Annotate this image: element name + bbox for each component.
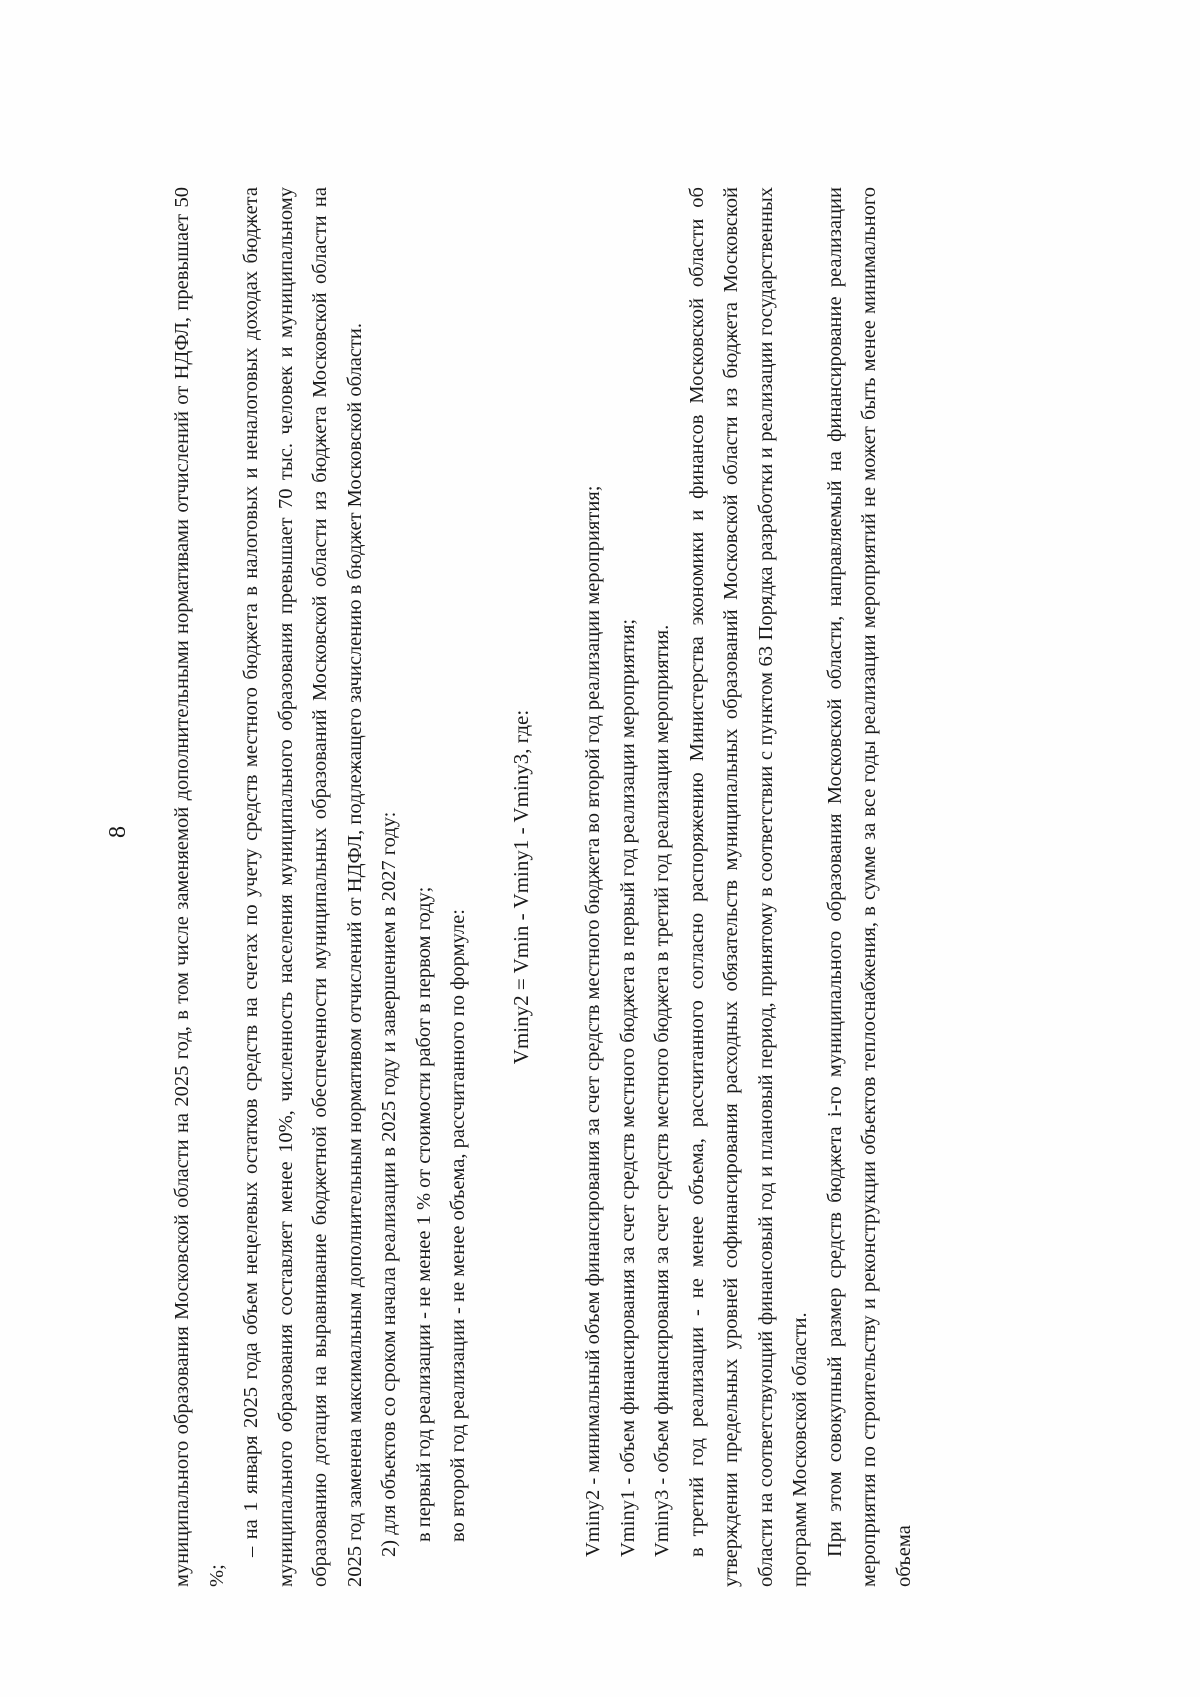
paragraph-total-size: При этом совокупный размер средств бюджета i-го муниципального образования Московской области, направляемый на финансирование реализации мероприятия по строительству и реконструкции объектов теплоснабжения, в сумме за все годы реализации мероприятий не может быть менее минимального объема	[823, 187, 915, 1587]
paragraph-item-2: 2) для объектов со сроком начала реализации в 2025 году и завершением в 2027 году:	[378, 811, 400, 1557]
paragraph-continuation: муниципального образования Московской области на 2025 год, в том числе заменяемой дополнительными нормативами отчислений от НДФЛ, превышает 50 %;	[171, 187, 228, 1587]
paragraph-def-vminy2: Vminy2 - минимальный объем финансирования за счет средств местного бюджета во второй год реализации мероприятия;	[582, 485, 604, 1557]
paragraph-second-year: во второй год реализации - не менее объема, рассчитанного по формуле:	[447, 909, 469, 1542]
paragraph-third-year: в третий год реализации - не менее объема, рассчитанного согласно распоряжению Министерства экономики и финансов Московской области об утверждении предельных уровней софинансирования расходных обязательств муниципальных образований Московской области из бюджета Московской области на соответствующий финансовый год и плановый период, принятому в соответствии с пунктом 63 Порядка разработки и реализации государственных программ Московской области.	[685, 187, 811, 1587]
paragraph-condition: – на 1 января 2025 года объем нецелевых остатков средств на счетах по учету средств местного бюджета в налоговых и неналоговых доходах бюджета муниципального образования составляет менее 10%, численность населения муниципального образования превышает 70 тыс. человек и муниципальному образованию дотация на выравнивание бюджетной обеспеченности муниципальных образований Московской области из бюджета Московской области на 2025 год заменена максимальным дополнительным нормативом отчислений от НДФЛ, подлежащего зачислению в бюджет Московской области.	[240, 187, 366, 1587]
page-number: 8	[105, 826, 131, 838]
document-body	[165, 187, 921, 1587]
rotated-page-content	[20, 7, 920, 1697]
paragraph-def-vminy3: Vminy3 - объем финансирования за счет средств местного бюджета в третий год реализации мероприятия.	[651, 624, 673, 1557]
formula: Vminy2 = Vmin - Vminy1 - Vminy3, где:	[508, 709, 533, 1065]
paragraph-def-vminy1: Vminy1 - объем финансирования за счет средств местного бюджета в первый год реализации мероприятия;	[616, 618, 639, 1557]
paragraph-first-year: в первый год реализации - не менее 1 % от стоимости работ в первом году;	[412, 886, 435, 1542]
